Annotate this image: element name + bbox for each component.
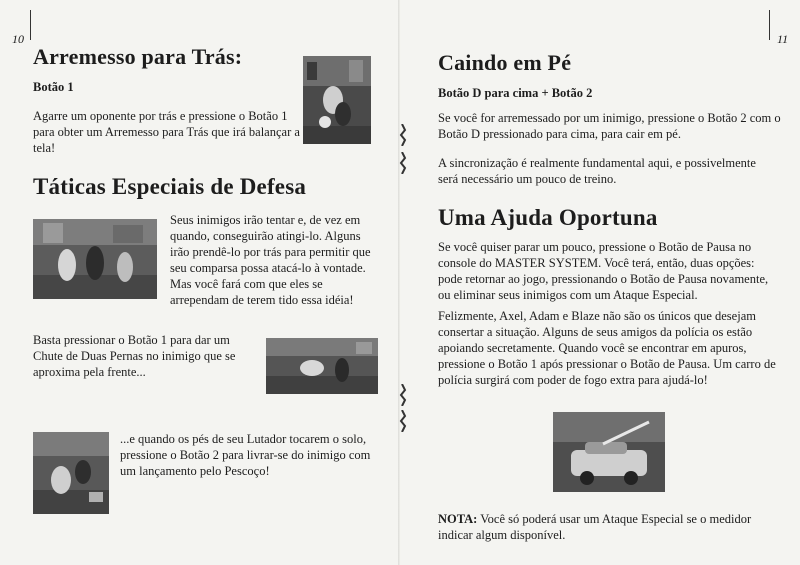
game-screenshot-kick <box>266 338 378 394</box>
falling-text: Se você for arremessado por um inimigo, pressione o Botão 2 com o Botão D pressionado para cima, para cair em pé. <box>438 111 781 141</box>
left-page <box>0 0 399 565</box>
double-kick-text: Basta pressionar o Botão 1 para dar um Chute de Duas Pernas no inimigo que se aproxima pela frente... <box>33 333 236 379</box>
section-title-falling: Caindo em Pé <box>438 50 572 75</box>
throw-back-text: Agarre um oponente por trás e pressione o Botão 1 para obter um Arremesso para Trás que irá balançar a tela! <box>33 109 300 155</box>
binding-mark <box>397 384 407 406</box>
timing-text: A sincronização é realmente fundamental aqui, e possivelmente será necessário um pouco de treino. <box>438 156 756 186</box>
game-screenshot-police-car <box>553 412 665 492</box>
binding-mark <box>397 124 407 146</box>
page-rule <box>30 10 31 40</box>
binding-mark <box>397 152 407 174</box>
page-number: 11 <box>777 32 789 46</box>
defense-intro-text: Seus inimigos irão tentar e, de vez em quando, conseguirão atingi-lo. Alguns irão prendê-lo por trás para permitir que seu comparsa possa atacá-lo à vontade. Mas você fará com que eles se arrependam de terem tido essa idéia! <box>170 213 371 307</box>
button-label: Botão 1 <box>33 80 74 94</box>
police-help-text: Felizmente, Axel, Adam e Blaze não são os únicos que desejam consertar a situação. Alguns de seus amigos da polícia os estão apoiando secretamente. Quando você se encontrar em apuros, pressione o Botão 1 após pressionar o Botão de Pausa. Um carro de polícia surgirá com poder de fogo extra para ajudá-lo! <box>438 309 776 387</box>
game-screenshot-neck-throw <box>33 432 109 514</box>
section-title-defense: Táticas Especiais de Defesa <box>33 174 307 199</box>
neck-throw-text: ...e quando os pés de seu Lutador tocarem o solo, pressione o Botão 2 para livrar-se do inimigo com um lançamento pelo Pescoço! <box>120 432 371 478</box>
section-title-help: Uma Ajuda Oportuna <box>438 205 658 230</box>
game-screenshot-throw <box>303 56 371 144</box>
page-rule <box>769 10 770 40</box>
right-page <box>401 0 800 565</box>
pause-text: Se você quiser parar um pouco, pressione o Botão de Pausa no console do MASTER SYSTEM. Você terá, então, duas opções: pode retornar ao jogo, pressionando o Botão de Pausa novamente, ou eliminar seus inimigos com um Ataque Especial. <box>438 240 769 302</box>
game-screenshot-grab <box>33 219 157 299</box>
note-text <box>438 511 784 543</box>
note-body: Você só poderá usar um Ataque Especial se o medidor indicar algum disponível. <box>438 512 752 542</box>
binding-mark <box>397 410 407 432</box>
button-combo-label: Botão D para cima + Botão 2 <box>438 86 593 100</box>
section-title-throw-back: Arremesso para Trás: <box>33 44 243 69</box>
page-number: 10 <box>12 32 24 46</box>
note-label: NOTA: <box>438 512 478 526</box>
